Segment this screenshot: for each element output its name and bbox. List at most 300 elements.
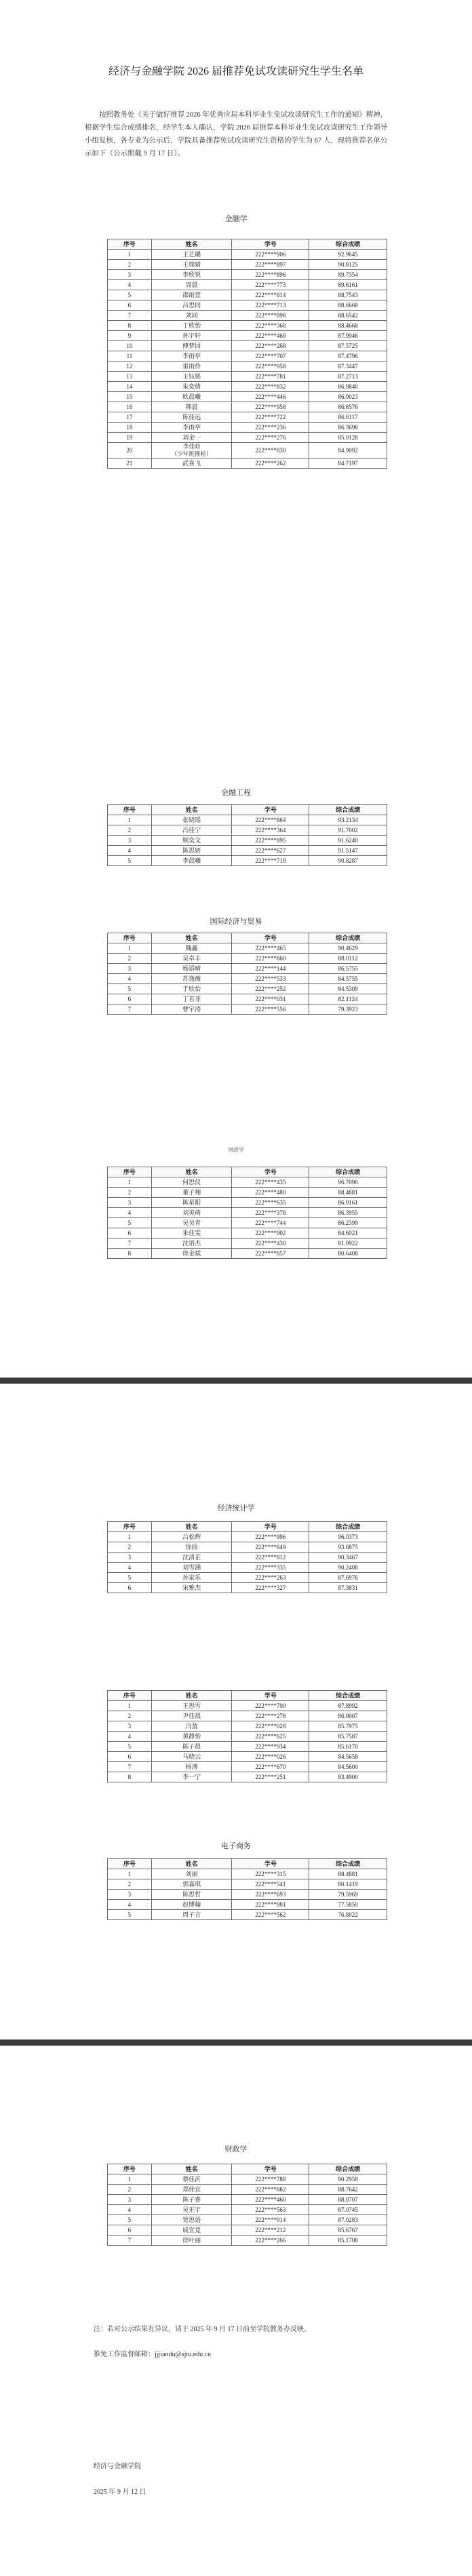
composite-score: 88.6668	[309, 300, 387, 311]
student-table	[107, 804, 387, 866]
student-name: 丁欣怡	[151, 321, 232, 331]
student-name: 朱佳雯	[151, 1228, 232, 1238]
column-header: 姓名	[151, 805, 232, 815]
row-index: 5	[108, 1573, 152, 1583]
student-name: 郑佳宜	[151, 2185, 232, 2195]
student-id: 222****635	[232, 1198, 309, 1208]
composite-score: 84.9092	[309, 443, 387, 458]
page-break	[0, 1378, 472, 1384]
composite-score: 86.2399	[309, 1218, 387, 1228]
student-id: 222****262	[232, 458, 309, 469]
student-id: 222****144	[232, 964, 309, 974]
student-name: 丁若菲	[151, 994, 232, 1004]
student-id: 222****480	[232, 1188, 309, 1198]
student-table	[107, 1521, 387, 1593]
table-row	[108, 1732, 387, 1742]
table-row	[108, 1238, 387, 1249]
student-name: 冯盈	[151, 1721, 232, 1732]
student-name: 王瑞婧	[151, 260, 232, 270]
student-id: 222****028	[232, 1721, 309, 1732]
composite-score: 90.2408	[309, 1563, 387, 1573]
row-index: 7	[108, 1004, 152, 1015]
row-index: 5	[108, 984, 152, 994]
student-name: 孙家乐	[151, 1573, 232, 1583]
table-row	[108, 1198, 387, 1208]
table-row	[108, 856, 387, 866]
composite-score: 87.5725	[309, 341, 387, 351]
table-row	[108, 1900, 387, 1910]
student-name: 徐金斌	[151, 1249, 232, 1259]
student-id: 222****897	[232, 260, 309, 270]
composite-score: 90.4629	[309, 943, 387, 954]
student-name: 陈佳远	[151, 412, 232, 423]
table-row	[108, 1752, 387, 1762]
column-header: 综合成绩	[309, 805, 387, 815]
row-index: 3	[108, 270, 152, 280]
column-header: 序号	[108, 805, 152, 815]
student-name: 刘美萌	[151, 1208, 232, 1218]
date: 2025 年 9 月 12 日	[94, 2489, 146, 2496]
row-index: 3	[108, 1890, 152, 1900]
table-header-row	[108, 1859, 387, 1869]
table-row	[108, 290, 387, 300]
student-name: 沈语杰	[151, 1238, 232, 1249]
row-index: 4	[108, 846, 152, 856]
student-id: 222****670	[232, 1762, 309, 1772]
column-header: 序号	[108, 933, 152, 943]
signature: 经济与金融学院	[94, 2463, 141, 2470]
row-index: 1	[108, 943, 152, 954]
composite-score: 86.5755	[309, 964, 387, 974]
row-index: 2	[108, 1542, 152, 1553]
composite-score: 79.5969	[309, 1890, 387, 1900]
composite-score: 91.6240	[309, 836, 387, 846]
table-row	[108, 1532, 387, 1542]
row-index: 16	[108, 402, 152, 412]
row-index: 6	[108, 300, 152, 311]
page-break	[0, 2040, 472, 2046]
student-name: 陈思哲	[151, 1890, 232, 1900]
table-row	[108, 443, 387, 458]
student-name: 刘丽	[151, 1869, 232, 1879]
student-id: 222****895	[232, 836, 309, 846]
student-name: 李雨亭	[151, 351, 232, 362]
composite-score: 86.9840	[309, 382, 387, 392]
composite-score: 88.7543	[309, 290, 387, 300]
table-row	[108, 392, 387, 402]
student-name: 马晓云	[151, 1752, 232, 1762]
student-name: 吴卓丰	[151, 954, 232, 964]
student-id: 222****649	[232, 1542, 309, 1553]
student-name: 曹宇涛	[151, 1004, 232, 1015]
student-id: 222****266	[232, 2236, 309, 2246]
student-id: 222****268	[232, 341, 309, 351]
student-name: 贾思语	[151, 2215, 232, 2225]
table-row	[108, 943, 387, 954]
table-row	[108, 250, 387, 260]
student-name: 徐扬	[151, 1542, 232, 1553]
student-name: 戚宣竟	[151, 2225, 232, 2236]
student-id: 222****533	[232, 974, 309, 984]
column-header: 学号	[232, 933, 309, 943]
student-id: 222****814	[232, 290, 309, 300]
composite-score: 87.6976	[309, 1573, 387, 1583]
composite-score: 87.8992	[309, 1701, 387, 1711]
row-index: 2	[108, 1711, 152, 1721]
row-index: 3	[108, 1198, 152, 1208]
column-header: 姓名	[151, 1167, 232, 1177]
student-id: 222****906	[232, 250, 309, 260]
column-header: 综合成绩	[309, 1859, 387, 1869]
student-name: 周晨	[151, 280, 232, 290]
student-name: 欧晨曦	[151, 392, 232, 402]
student-name: 陈子晨	[151, 1742, 232, 1752]
student-id: 222****627	[232, 846, 309, 856]
student-id: 222****788	[232, 2174, 309, 2185]
table-row	[108, 2205, 387, 2215]
student-id: 222****252	[232, 984, 309, 994]
row-index: 10	[108, 341, 152, 351]
student-name: 傅梦回	[151, 341, 232, 351]
row-index: 4	[108, 974, 152, 984]
table-row	[108, 270, 387, 280]
student-name: 徐叶丽	[151, 2236, 232, 2246]
composite-score: 87.4796	[309, 351, 387, 362]
table-row	[108, 2236, 387, 2246]
row-index: 3	[108, 1553, 152, 1563]
row-index: 1	[108, 2174, 152, 2185]
column-header: 姓名	[151, 1691, 232, 1701]
student-id: 222****996	[232, 1532, 309, 1542]
table-row	[108, 846, 387, 856]
column-header: 序号	[108, 2164, 152, 2174]
composite-score: 84.6021	[309, 1228, 387, 1238]
student-name: 陈子睿	[151, 2195, 232, 2205]
row-index: 1	[108, 250, 152, 260]
row-index: 6	[108, 2225, 152, 2236]
composite-score: 90.8287	[309, 856, 387, 866]
table-header-row	[108, 1691, 387, 1701]
student-id: 222****556	[232, 1004, 309, 1015]
composite-score: 88.6542	[309, 311, 387, 321]
row-index: 1	[108, 1532, 152, 1542]
table-header-row	[108, 1167, 387, 1177]
table-row	[108, 2195, 387, 2205]
student-id: 222****981	[232, 1900, 309, 1910]
table-row	[108, 1869, 387, 1879]
composite-score: 96.0373	[309, 1532, 387, 1542]
row-index: 18	[108, 423, 152, 433]
table-header-row	[108, 239, 387, 250]
column-header: 综合成绩	[309, 1167, 387, 1177]
student-id: 222****236	[232, 423, 309, 433]
section-title: 财政学	[224, 2145, 248, 2153]
row-index: 6	[108, 994, 152, 1004]
student-id: 222****562	[232, 1910, 309, 1920]
table-header-row	[108, 2164, 387, 2174]
student-id: 222****896	[232, 270, 309, 280]
row-index: 5	[108, 2215, 152, 2225]
table-row	[108, 311, 387, 321]
row-index: 1	[108, 1869, 152, 1879]
student-id: 222****446	[232, 392, 309, 402]
page-title: 经济与金融学院 2026 届推荐免试攻读研究生学生名单	[108, 66, 363, 77]
table-row	[108, 423, 387, 433]
student-name: 蔡佳沂	[151, 2174, 232, 2185]
table-row	[108, 1701, 387, 1711]
composite-score: 85.6767	[309, 2225, 387, 2236]
table-row	[108, 351, 387, 362]
student-id: 222****563	[232, 2205, 309, 2215]
student-id: 222****812	[232, 1553, 309, 1563]
composite-score: 89.6161	[309, 280, 387, 290]
column-header: 学号	[232, 2164, 309, 2174]
student-name: 雷雨伶	[151, 362, 232, 372]
student-name: 吴正宇	[151, 2205, 232, 2215]
row-index: 6	[108, 1583, 152, 1593]
column-header: 学号	[232, 1691, 309, 1701]
student-id: 222****278	[232, 1711, 309, 1721]
composite-score: 90.2958	[309, 2174, 387, 2185]
student-id: 222****914	[232, 2215, 309, 2225]
composite-score: 88.4881	[309, 1188, 387, 1198]
student-id: 222****465	[232, 943, 309, 954]
row-index: 4	[108, 1563, 152, 1573]
student-id: 222****713	[232, 300, 309, 311]
student-name: 孙宇轩	[151, 331, 232, 341]
row-index: 9	[108, 331, 152, 341]
student-name: 苏逸薇	[151, 974, 232, 984]
composite-score: 87.2713	[309, 372, 387, 382]
row-index: 2	[108, 1879, 152, 1890]
student-table	[107, 1167, 387, 1259]
composite-score: 82.1124	[309, 994, 387, 1004]
table-row	[108, 1177, 387, 1188]
column-header: 学号	[232, 805, 309, 815]
table-row	[108, 1879, 387, 1890]
composite-score: 88.0112	[309, 954, 387, 964]
student-name: 吕思同	[151, 300, 232, 311]
student-id: 222****707	[232, 351, 309, 362]
row-index: 3	[108, 2195, 152, 2205]
section-title: 经济统计学	[217, 1504, 255, 1513]
student-id: 222****832	[232, 382, 309, 392]
row-index: 5	[108, 1218, 152, 1228]
student-id: 222****276	[232, 433, 309, 443]
table-row	[108, 433, 387, 443]
table-row	[108, 362, 387, 372]
student-id: 222****368	[232, 321, 309, 331]
table-row	[108, 1553, 387, 1563]
student-name: 李佳晗 （少年班推检）	[151, 443, 232, 458]
student-id: 222****864	[232, 815, 309, 825]
row-index: 7	[108, 1238, 152, 1249]
composite-score: 86.9007	[309, 1711, 387, 1721]
column-header: 序号	[108, 1859, 152, 1869]
section-title: 电子商务	[221, 1842, 251, 1850]
table-row	[108, 331, 387, 341]
table-row	[108, 1563, 387, 1573]
composite-score: 88.4668	[309, 321, 387, 331]
student-name: 周子言	[151, 1910, 232, 1920]
student-id: 222****212	[232, 2225, 309, 2236]
composite-score: 79.3923	[309, 1004, 387, 1015]
composite-score: 87.3447	[309, 362, 387, 372]
composite-score: 93.2134	[309, 815, 387, 825]
table-row	[108, 402, 387, 412]
row-index: 1	[108, 1177, 152, 1188]
student-id: 222****378	[232, 1208, 309, 1218]
student-name: 魏鑫	[151, 943, 232, 954]
contact-email[interactable]: 推免工作监督邮箱：jjjiandu@sjtu.edu.cn	[94, 2351, 212, 2358]
table-row	[108, 372, 387, 382]
student-id: 222****882	[232, 2185, 309, 2195]
composite-score: 85.1708	[309, 2236, 387, 2246]
student-id: 222****541	[232, 1879, 309, 1890]
composite-score: 84.5658	[309, 1752, 387, 1762]
student-name: 武喜飞	[151, 458, 232, 469]
row-index: 6	[108, 1752, 152, 1762]
student-table	[107, 239, 387, 469]
row-index: 5	[108, 1910, 152, 1920]
composite-score: 81.0922	[309, 1238, 387, 1249]
composite-score: 84.5600	[309, 1762, 387, 1772]
intro-paragraph: 按照教务处《关于做好推荐 2026 年优秀应届本科毕业生免试攻读研究生工作的通知》精神，根据学生综合成绩排名，经学生本人确认，学院 2026 届推荐本科毕业生免试攻读研究生工作领导小组复核，各专业为公示后，学院具备推荐免试攻读研究生资格的学生为 67 人，现将推荐名单公示如下（公示期截 9 月 17 日）。	[85, 111, 388, 157]
student-id: 222****857	[232, 1249, 309, 1259]
composite-score: 85.7975	[309, 1721, 387, 1732]
composite-score: 91.5147	[309, 846, 387, 856]
student-name: 杨溥	[151, 1762, 232, 1772]
row-index: 5	[108, 290, 152, 300]
student-id: 222****625	[232, 1732, 309, 1742]
composite-score: 88.7642	[309, 2185, 387, 2195]
row-index: 2	[108, 2185, 152, 2195]
row-index: 4	[108, 1900, 152, 1910]
student-id: 222****435	[232, 1177, 309, 1188]
student-id: 222****781	[232, 372, 309, 382]
table-row	[108, 280, 387, 290]
composite-score: 86.6117	[309, 412, 387, 423]
table-row	[108, 1742, 387, 1752]
footer-note: 注：若对公示结果有异议，请于 2025 年 9 月 17 日前至学院教务办反映。	[94, 2326, 311, 2333]
row-index: 17	[108, 412, 152, 423]
table-row	[108, 2174, 387, 2185]
row-index: 7	[108, 2236, 152, 2246]
student-id: 222****430	[232, 1238, 309, 1249]
student-name: 杨语晴	[151, 964, 232, 974]
column-header: 序号	[108, 1522, 152, 1532]
student-id: 222****958	[232, 402, 309, 412]
column-header: 姓名	[151, 933, 232, 943]
student-id: 222****327	[232, 1583, 309, 1593]
row-index: 19	[108, 433, 152, 443]
student-id: 222****031	[232, 994, 309, 1004]
table-row	[108, 1228, 387, 1238]
table-row	[108, 2225, 387, 2236]
table-row	[108, 1772, 387, 1782]
row-index: 1	[108, 1701, 152, 1711]
column-header: 学号	[232, 239, 309, 250]
table-row	[108, 1218, 387, 1228]
composite-score: 84.5755	[309, 974, 387, 984]
row-index: 8	[108, 1249, 152, 1259]
composite-score: 80.6408	[309, 1249, 387, 1259]
student-id: 222****790	[232, 1701, 309, 1711]
composite-score: 90.8125	[309, 260, 387, 270]
student-id: 222****744	[232, 1218, 309, 1228]
student-name: 陈星阳	[151, 1198, 232, 1208]
row-index: 5	[108, 1742, 152, 1752]
composite-score: 87.0283	[309, 2215, 387, 2225]
student-name: 邵雨萱	[151, 290, 232, 300]
row-index: 14	[108, 382, 152, 392]
composite-score: 89.7354	[309, 270, 387, 280]
row-index: 6	[108, 1228, 152, 1238]
composite-score: 93.6875	[309, 1542, 387, 1553]
student-id: 222****830	[232, 443, 309, 458]
table-row	[108, 836, 387, 846]
student-id: 222****263	[232, 1573, 309, 1583]
student-id: 222****026	[232, 1752, 309, 1762]
row-index: 3	[108, 1721, 152, 1732]
student-name: 尹佳晨	[151, 1711, 232, 1721]
composite-score: 92.9645	[309, 250, 387, 260]
composite-score: 86.8576	[309, 402, 387, 412]
student-name: 刘同	[151, 311, 232, 321]
table-row	[108, 321, 387, 331]
row-index: 20	[108, 443, 152, 458]
composite-score: 87.0745	[309, 2205, 387, 2215]
row-index: 15	[108, 392, 152, 402]
row-index: 3	[108, 964, 152, 974]
student-name: 李晨曦	[151, 856, 232, 866]
table-row	[108, 1249, 387, 1259]
student-id: 222****722	[232, 412, 309, 423]
composite-score: 90.3467	[309, 1553, 387, 1563]
composite-score: 86.9161	[309, 1198, 387, 1208]
table-row	[108, 300, 387, 311]
row-index: 11	[108, 351, 152, 362]
row-index: 5	[108, 856, 152, 866]
student-id: 222****469	[232, 331, 309, 341]
student-id: 222****693	[232, 1890, 309, 1900]
table-row	[108, 1910, 387, 1920]
table-row	[108, 994, 387, 1004]
column-header: 综合成绩	[309, 1522, 387, 1532]
composite-score: 86.3698	[309, 423, 387, 433]
student-id: 222****335	[232, 1563, 309, 1573]
table-row	[108, 341, 387, 351]
table-row	[108, 1188, 387, 1198]
student-name: 吕松辉	[151, 1532, 232, 1542]
section-title: 财政学	[228, 1147, 244, 1153]
table-row	[108, 974, 387, 984]
student-name: 李雨亭	[151, 423, 232, 433]
student-name: 董子翔	[151, 1188, 232, 1198]
table-row	[108, 382, 387, 392]
table-row	[108, 260, 387, 270]
composite-score: 85.0128	[309, 433, 387, 443]
composite-score: 91.7002	[309, 825, 387, 836]
column-header: 综合成绩	[309, 239, 387, 250]
composite-score: 80.1419	[309, 1879, 387, 1890]
row-index: 12	[108, 362, 152, 372]
student-name: 陈思妍	[151, 846, 232, 856]
column-header: 学号	[232, 1859, 309, 1869]
row-index: 8	[108, 321, 152, 331]
table-header-row	[108, 933, 387, 943]
column-header: 序号	[108, 1691, 152, 1701]
